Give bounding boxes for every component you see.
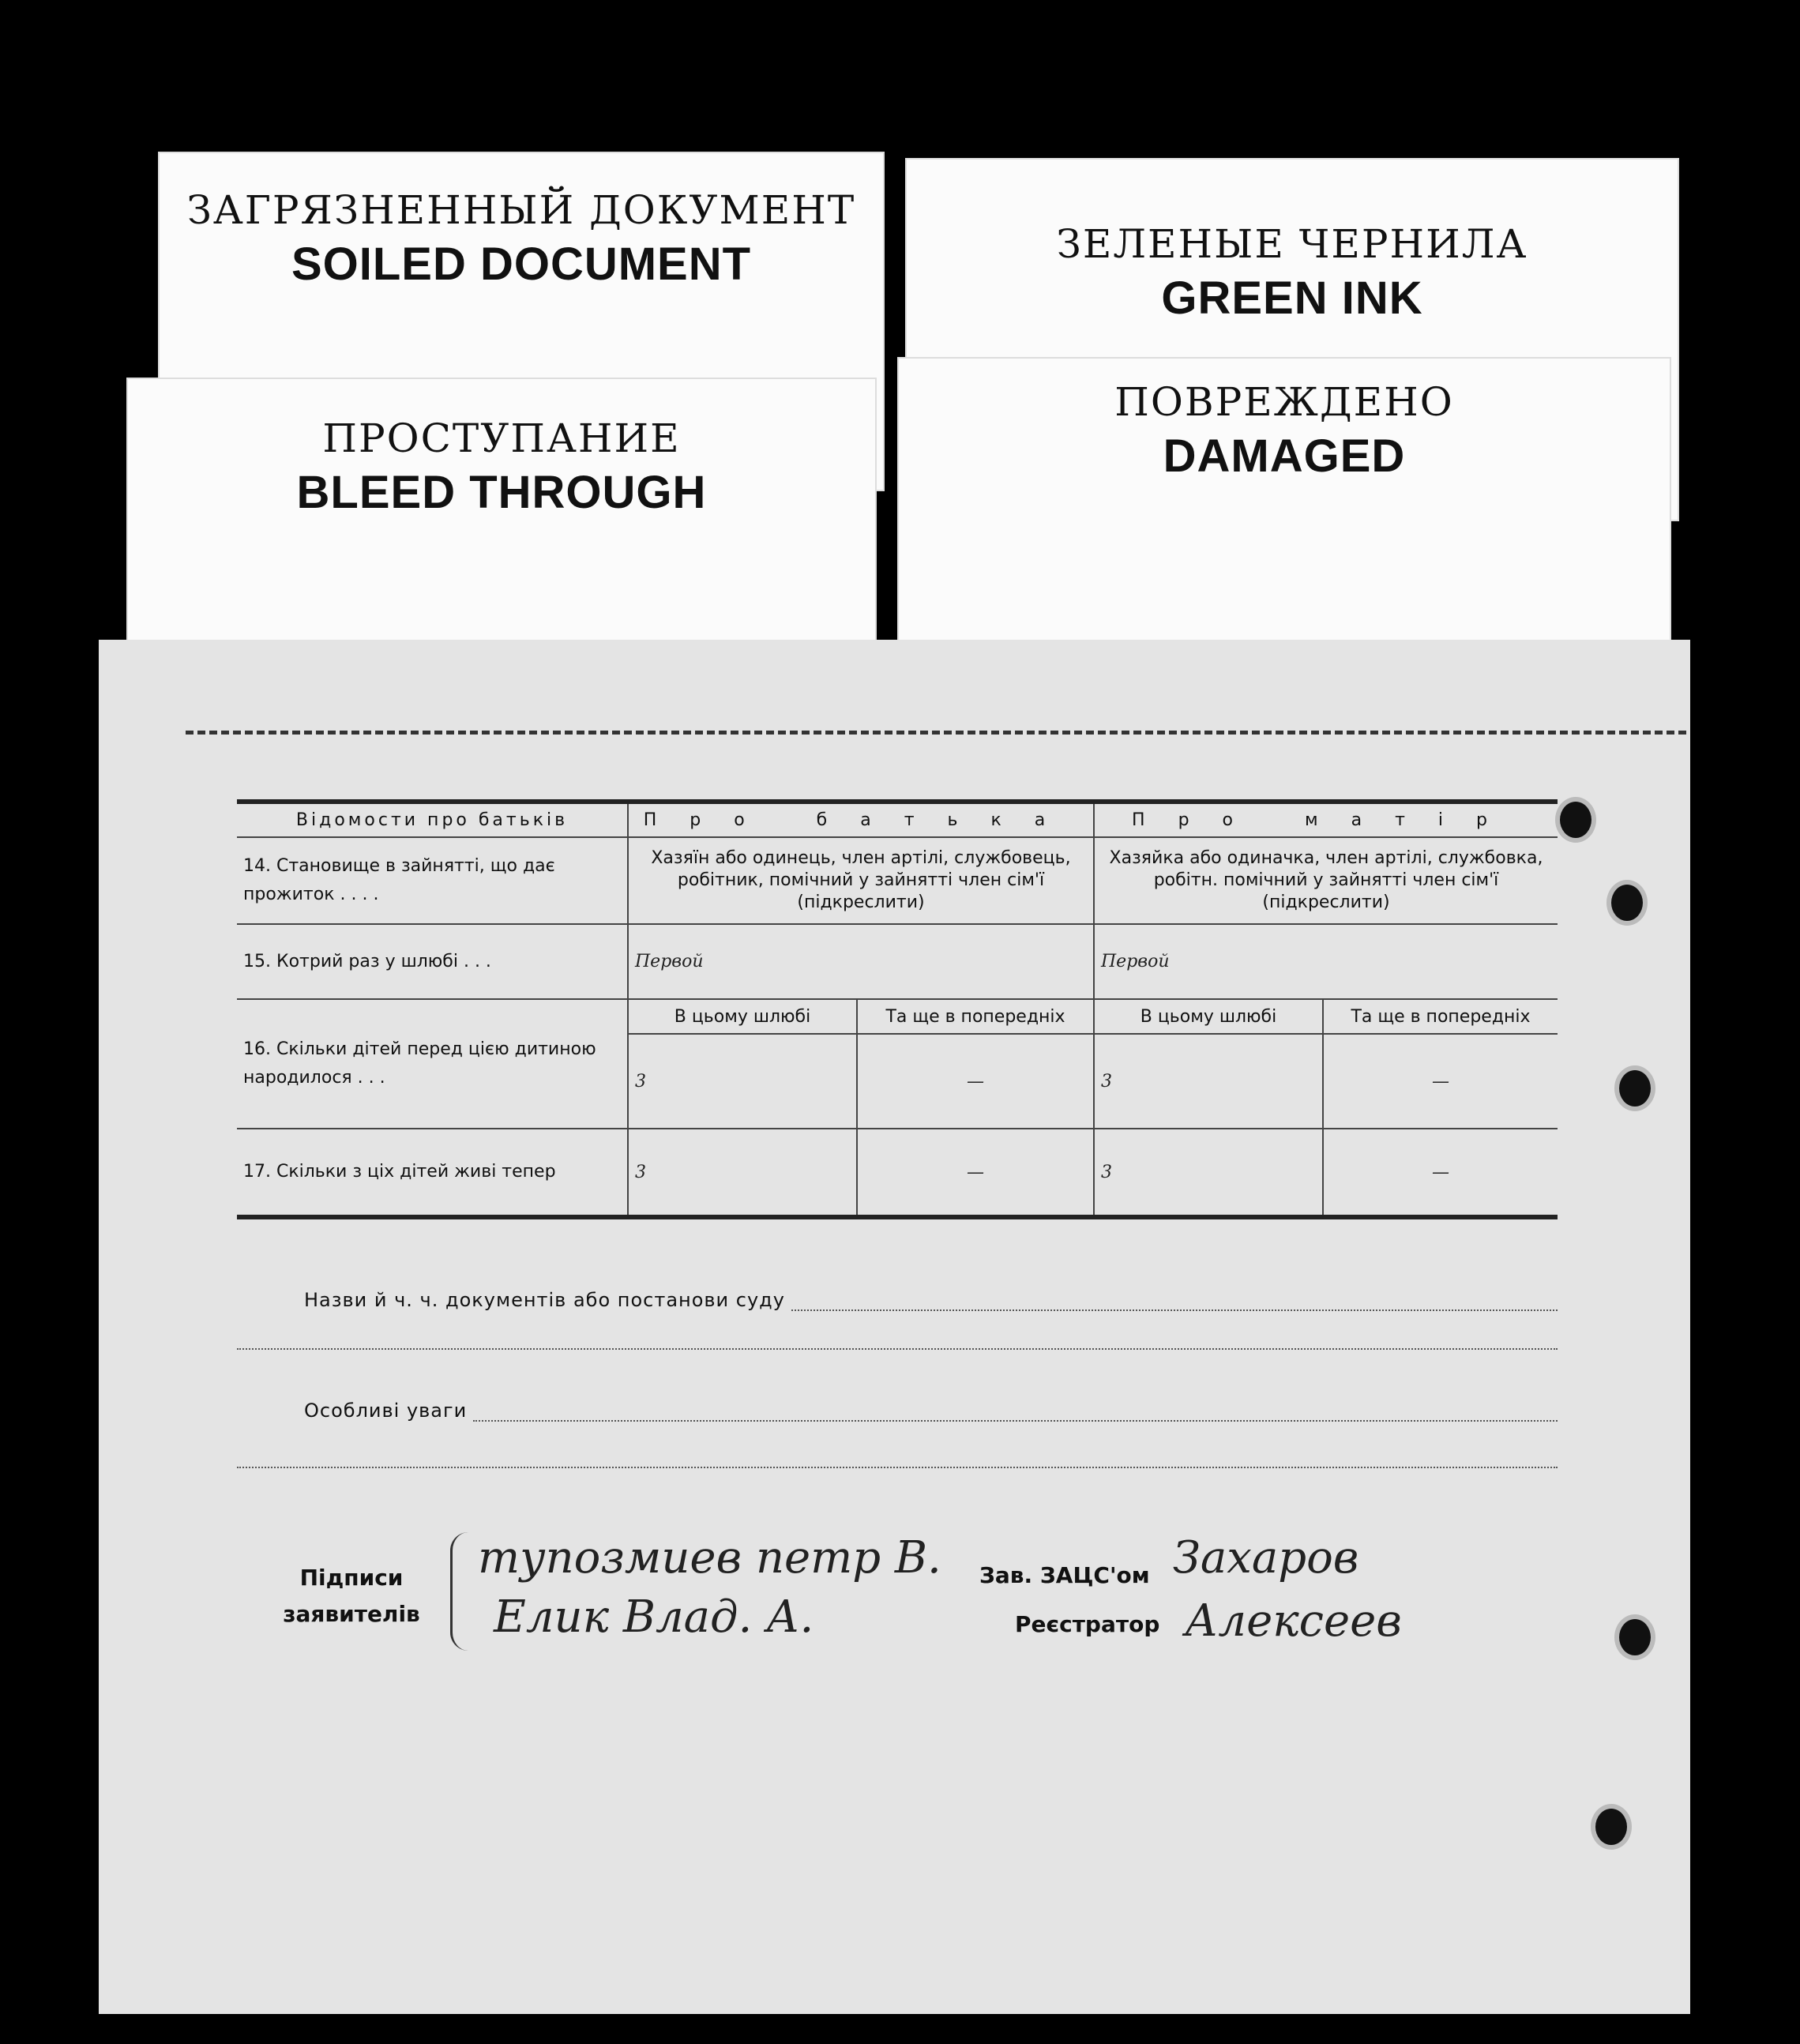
mother-previous-header: Та ще в попередніх bbox=[1323, 999, 1558, 1034]
brace-icon bbox=[450, 1532, 468, 1651]
row17-father-prev: — bbox=[857, 1129, 1094, 1217]
bleed-through-card bbox=[126, 378, 877, 678]
dotted-line bbox=[237, 1347, 1558, 1350]
father-previous-header: Та ще в попередніх bbox=[857, 999, 1094, 1034]
green-en-label: GREEN INK bbox=[1161, 272, 1423, 324]
remarks-label: Особливі уваги bbox=[304, 1400, 468, 1422]
damaged-ru-label: ПОВРЕЖДЕНО bbox=[1114, 379, 1454, 425]
row15-mother-value: Первой bbox=[1094, 924, 1558, 999]
perforation-line bbox=[186, 731, 1686, 735]
row17-mother-prev: — bbox=[1323, 1129, 1558, 1217]
row14-father: Хазяїн або одинець, член артілі, службовець, робітник, помічний у зайнятті член сім'ї (підкреслити) bbox=[628, 837, 1094, 924]
punch-hole-icon bbox=[1619, 1619, 1651, 1655]
signatures-label-line2: заявителів bbox=[283, 1601, 420, 1627]
dotted-line bbox=[791, 1287, 1558, 1311]
documents-label: Назви й ч. ч. документів або постанови суду bbox=[304, 1289, 785, 1311]
subheader-row bbox=[237, 999, 1558, 1034]
row17-label: 17. Скільки з ціх дітей живі тепер bbox=[237, 1129, 628, 1217]
table-row bbox=[237, 924, 1558, 999]
bleed-ru-label: ПРОСТУПАНИЕ bbox=[322, 415, 681, 461]
soiled-ru-label: ЗАГРЯЗНЕННЫЙ ДОКУМЕНТ bbox=[186, 187, 856, 233]
form-sheet bbox=[99, 640, 1690, 2014]
applicant-signature-1: тупозмиев петр В. bbox=[478, 1532, 941, 1584]
row16-mother-prev: — bbox=[1323, 1034, 1558, 1129]
head-label: Зав. ЗАЦС'ом bbox=[979, 1562, 1150, 1588]
documents-line bbox=[237, 1287, 1558, 1311]
row16-label: 16. Скільки дітей перед цією дитиною народилося . . . bbox=[237, 999, 628, 1129]
bleed-en-label: BLEED THROUGH bbox=[296, 467, 707, 518]
table-row bbox=[237, 1129, 1558, 1217]
punch-hole-icon bbox=[1619, 1070, 1651, 1107]
table-header-row bbox=[237, 802, 1558, 837]
punch-hole-icon bbox=[1595, 1809, 1627, 1845]
green-ru-label: ЗЕЛЕНЫЕ ЧЕРНИЛА bbox=[1056, 221, 1528, 267]
dotted-line bbox=[473, 1398, 1558, 1422]
remarks-line bbox=[237, 1398, 1558, 1422]
father-this-marriage-header: В цьому шлюбі bbox=[628, 999, 857, 1034]
col-header-mother: Про матір bbox=[1094, 802, 1558, 837]
row17-mother-this: 3 bbox=[1094, 1129, 1323, 1217]
parents-info-table bbox=[237, 799, 1558, 1219]
head-signature: Захаров bbox=[1173, 1532, 1359, 1584]
dotted-line bbox=[237, 1465, 1558, 1468]
row16-mother-this: 3 bbox=[1094, 1034, 1323, 1129]
col-header-father: Про батька bbox=[628, 802, 1094, 837]
row14-label: 14. Становище в зайнятті, що дає прожиток . . . . bbox=[237, 837, 628, 924]
signatures-label bbox=[272, 1560, 430, 1633]
punch-hole-icon bbox=[1560, 802, 1591, 838]
signatures-label-line1: Підписи bbox=[299, 1565, 404, 1591]
registrar-label: Реєстратор bbox=[1015, 1611, 1160, 1637]
registrar-signature: Алексеев bbox=[1185, 1595, 1402, 1647]
soiled-en-label: SOILED DOCUMENT bbox=[291, 239, 752, 290]
col-header-parents: Відомости про батьків bbox=[237, 802, 628, 837]
row16-father-this: 3 bbox=[628, 1034, 857, 1129]
row17-father-this: 3 bbox=[628, 1129, 857, 1217]
applicant-signature-2: Елик Влад. А. bbox=[494, 1591, 814, 1643]
punch-hole-icon bbox=[1611, 885, 1643, 921]
row15-father-value: Первой bbox=[628, 924, 1094, 999]
mother-this-marriage-header: В цьому шлюбі bbox=[1094, 999, 1323, 1034]
row14-mother: Хазяйка або одиначка, член артілі, службовка, робітн. помічний у зайнятті член сім'ї (підкреслити) bbox=[1094, 837, 1558, 924]
damaged-en-label: DAMAGED bbox=[1163, 430, 1406, 482]
table-row bbox=[237, 837, 1558, 924]
row15-label: 15. Котрий раз у шлюбі . . . bbox=[237, 924, 628, 999]
row16-father-prev: — bbox=[857, 1034, 1094, 1129]
